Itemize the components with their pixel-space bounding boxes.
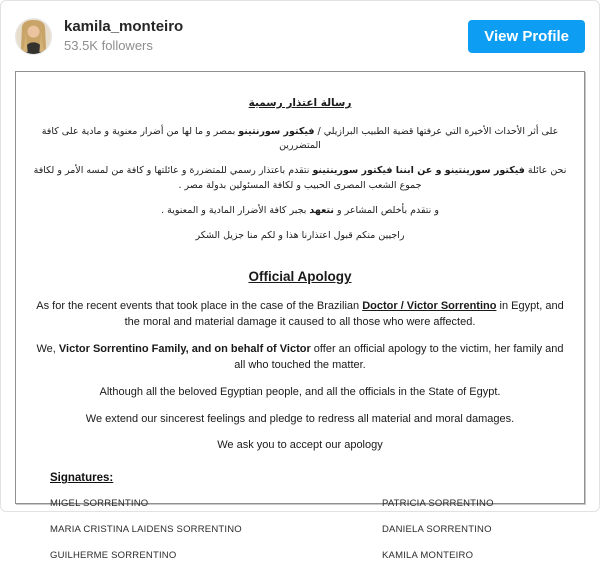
signature-name: MARIA CRISTINA LAIDENS SORRENTINO: [50, 524, 242, 536]
arabic-paragraph-2: [32, 164, 568, 193]
signature-row: [50, 498, 568, 509]
english-letter-section: [32, 267, 568, 454]
arabic-p3-post: بجبر كافة الأضرار المادية و المعنوية .: [161, 204, 310, 216]
arabic-p1-bold: فيكتور سورنتينو: [238, 125, 315, 137]
arabic-p1-pre: على أثر الأحداث الأخيرة التي عرفتها قضية الطبيب البرازيلي /: [314, 125, 559, 137]
arabic-p3-bold: نتعهد: [309, 204, 334, 216]
english-paragraph-4: We extend our sincerest feelings and pledge to redress all material and moral damages.: [85, 412, 515, 425]
arabic-p2-post: نتقدم باعتذار رسمي للمتضررة و عائلتها و كافة من لمسه الأمر و لكافة جموع الشعب المصرى الحبيب و لكافة المسئولين بدولة مصر .: [33, 165, 422, 191]
avatar[interactable]: [15, 18, 52, 55]
view-profile-button[interactable]: View Profile: [468, 20, 585, 53]
arabic-letter-section: [32, 96, 568, 243]
user-meta: [64, 18, 183, 54]
username[interactable]: kamila_monteiro: [64, 18, 184, 35]
english-letter-title: Official Apology: [248, 269, 352, 285]
signatures-section: [32, 468, 568, 561]
followers-count: 53.5K followers: [64, 37, 153, 53]
signature-name: KAMILA MONTEIRO: [382, 550, 474, 561]
english-paragraph-2: [32, 342, 568, 374]
english-paragraph-1: [32, 299, 568, 331]
english-p1-post: in Egypt, and the moral and material damage it caused to all those who were affected.: [124, 299, 564, 328]
english-p1-bold: Doctor / Victor Sorrentino: [362, 299, 497, 312]
arabic-p2-bold: فيكتور سورينتينو و عن ابننا فيكتور سورينتينو: [312, 165, 525, 177]
arabic-paragraph-4: راجيين منكم قبول اعتذارنا هذا و لكم منا جزيل الشكر: [195, 230, 405, 241]
arabic-letter-title: رسالة اعتذار رسمية: [248, 97, 352, 109]
english-p2-bold: Victor Sorrentino Family, and on behalf of Victor: [58, 342, 311, 355]
english-p1-pre: As for the recent events that took place in the case of the Brazilian: [36, 299, 363, 312]
english-paragraph-5: We ask you to accept our apology: [217, 439, 383, 452]
signature-row: [50, 550, 568, 561]
arabic-p3-pre: و نتقدم بأخلص المشاعر و: [333, 204, 439, 216]
arabic-paragraph-1: [32, 125, 568, 154]
signature-row: [50, 524, 568, 535]
signature-name: GUILHERME SORRENTINO: [50, 550, 177, 561]
apology-document-image[interactable]: [15, 71, 585, 561]
signatures-title: Signatures:: [50, 472, 114, 485]
arabic-p1-post: بمصر و ما لها من أضرار معنوية و مادية على كافة المتضررين: [41, 125, 321, 151]
signature-name: DANIELA SORRENTINO: [382, 524, 492, 536]
english-p2-post: offer an official apology to the victim, her family and all who touched the matter.: [234, 342, 564, 371]
signature-name: MIGEL SORRENTINO: [50, 498, 149, 510]
arabic-paragraph-3: [32, 204, 568, 218]
avatar-photo-placeholder: [16, 19, 51, 54]
signature-name: PATRICIA SORRENTINO: [382, 498, 494, 510]
english-p2-pre: We,: [36, 342, 59, 355]
arabic-p2-pre: نحن عائلة: [524, 165, 567, 177]
profile-header: [1, 1, 599, 71]
english-paragraph-3: Although all the beloved Egyptian people, and all the officials in the State of Egypt.: [99, 385, 501, 398]
